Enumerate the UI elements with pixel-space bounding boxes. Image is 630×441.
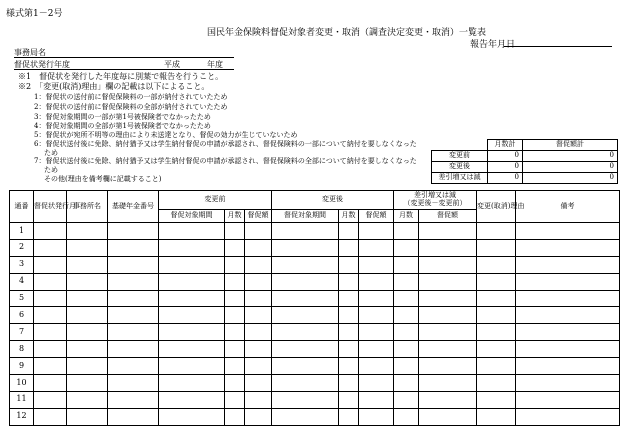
- table-cell[interactable]: [108, 391, 159, 408]
- table-cell[interactable]: [225, 273, 245, 290]
- summary-amount-value: 0: [523, 173, 618, 184]
- table-cell[interactable]: [108, 223, 159, 240]
- table-cell[interactable]: [159, 408, 225, 425]
- table-cell[interactable]: [67, 358, 108, 375]
- table-cell[interactable]: [419, 324, 477, 341]
- table-cell[interactable]: [272, 239, 339, 256]
- table-cell[interactable]: [159, 223, 225, 240]
- table-cell[interactable]: [108, 273, 159, 290]
- table-cell[interactable]: [516, 307, 620, 324]
- table-cell[interactable]: [359, 290, 394, 307]
- table-cell[interactable]: [245, 290, 272, 307]
- row-number: 11: [10, 391, 34, 408]
- table-cell[interactable]: [394, 256, 419, 273]
- table-cell[interactable]: [359, 375, 394, 392]
- report-date-label: 報告年月日: [470, 40, 516, 50]
- table-cell[interactable]: [34, 408, 67, 425]
- row-number: 5: [10, 290, 34, 307]
- header-after-period: 督促対象期間: [272, 210, 339, 223]
- table-cell[interactable]: [516, 391, 620, 408]
- table-cell[interactable]: [67, 408, 108, 425]
- table-cell[interactable]: [225, 307, 245, 324]
- table-cell[interactable]: [159, 239, 225, 256]
- table-cell[interactable]: [159, 256, 225, 273]
- table-cell[interactable]: [108, 290, 159, 307]
- header-diff: [394, 191, 477, 210]
- table-row: [10, 341, 620, 358]
- table-cell[interactable]: [34, 358, 67, 375]
- table-cell[interactable]: [34, 307, 67, 324]
- table-cell[interactable]: [225, 375, 245, 392]
- table-cell[interactable]: [516, 239, 620, 256]
- table-cell[interactable]: [67, 324, 108, 341]
- table-row: [10, 290, 620, 307]
- table-cell[interactable]: [108, 375, 159, 392]
- summary-months-value: 0: [488, 151, 523, 162]
- table-cell[interactable]: [67, 239, 108, 256]
- table-cell[interactable]: [225, 290, 245, 307]
- era-label: 平成: [164, 60, 180, 69]
- table-row: [10, 408, 620, 425]
- table-cell[interactable]: [225, 408, 245, 425]
- table-cell[interactable]: [245, 391, 272, 408]
- table-cell[interactable]: [477, 324, 516, 341]
- table-cell[interactable]: [359, 273, 394, 290]
- table-cell[interactable]: [394, 408, 419, 425]
- table-cell[interactable]: [359, 358, 394, 375]
- table-cell[interactable]: [359, 391, 394, 408]
- table-cell[interactable]: [516, 223, 620, 240]
- header-pension-no: 基礎年金番号: [108, 191, 159, 223]
- table-cell[interactable]: [272, 256, 339, 273]
- page-title: 国民年金保険料督促対象者変更・取消（調査決定変更・取消）一覧表: [207, 28, 487, 38]
- table-cell[interactable]: [272, 391, 339, 408]
- row-number: 12: [10, 408, 34, 425]
- table-cell[interactable]: [34, 324, 67, 341]
- table-row: [10, 375, 620, 392]
- table-cell[interactable]: [394, 358, 419, 375]
- table-cell[interactable]: [477, 290, 516, 307]
- year-label: 督促状発行年度: [14, 60, 70, 69]
- table-cell[interactable]: [477, 256, 516, 273]
- header-before: 変更前: [159, 191, 272, 210]
- table-cell[interactable]: [359, 239, 394, 256]
- table-cell[interactable]: [272, 324, 339, 341]
- table-cell[interactable]: [34, 223, 67, 240]
- table-cell[interactable]: [359, 341, 394, 358]
- table-cell[interactable]: [34, 391, 67, 408]
- row-number: 2: [10, 239, 34, 256]
- table-cell[interactable]: [245, 324, 272, 341]
- table-cell[interactable]: [159, 290, 225, 307]
- table-cell[interactable]: [67, 307, 108, 324]
- summary-amount-value: 0: [523, 151, 618, 162]
- table-cell[interactable]: [272, 358, 339, 375]
- table-cell[interactable]: [225, 239, 245, 256]
- table-cell[interactable]: [225, 324, 245, 341]
- table-cell[interactable]: [67, 290, 108, 307]
- table-cell[interactable]: [359, 256, 394, 273]
- table-cell[interactable]: [516, 273, 620, 290]
- change-list-table: [9, 190, 620, 426]
- table-cell[interactable]: [67, 273, 108, 290]
- table-cell[interactable]: [359, 307, 394, 324]
- note-2: ※2 「変更(取消)理由」欄の記載は以下によること。: [18, 82, 210, 91]
- table-cell[interactable]: [67, 256, 108, 273]
- table-cell[interactable]: [272, 290, 339, 307]
- table-cell[interactable]: [394, 324, 419, 341]
- table-cell[interactable]: [272, 408, 339, 425]
- reason-item-4: 4：督促対象期間の全部が第1号被保険者でなかったため: [34, 122, 211, 130]
- table-cell[interactable]: [67, 341, 108, 358]
- table-cell[interactable]: [339, 273, 359, 290]
- table-cell[interactable]: [108, 341, 159, 358]
- reason-item-6-wrap: ため: [44, 149, 58, 157]
- header-after-amount: 督促額: [359, 210, 394, 223]
- table-cell[interactable]: [34, 290, 67, 307]
- reason-item-5: 5：督促状が宛所不明等の理由により未送達となり、督促の効力が生じていないため: [34, 131, 298, 139]
- note-1: ※1 督促状を発行した年度毎に別葉で報告を行うこと。: [18, 72, 224, 81]
- table-cell[interactable]: [419, 408, 477, 425]
- table-cell[interactable]: [419, 375, 477, 392]
- table-cell[interactable]: [477, 391, 516, 408]
- table-cell[interactable]: [516, 408, 620, 425]
- table-cell[interactable]: [394, 239, 419, 256]
- reason-item-other: その他(理由を備考欄に記載すること): [44, 175, 162, 183]
- table-cell[interactable]: [67, 223, 108, 240]
- row-number: 10: [10, 375, 34, 392]
- table-cell[interactable]: [272, 375, 339, 392]
- office-label: 事務局名: [14, 48, 46, 57]
- table-cell[interactable]: [225, 341, 245, 358]
- table-row: [10, 324, 620, 341]
- row-number: 4: [10, 273, 34, 290]
- table-cell[interactable]: [419, 256, 477, 273]
- reason-item-3: 3：督促対象期間の一部が第1号被保険者でなかったため: [34, 113, 211, 121]
- table-row: [10, 307, 620, 324]
- table-cell[interactable]: [359, 408, 394, 425]
- table-cell[interactable]: [272, 273, 339, 290]
- table-row: [10, 256, 620, 273]
- table-cell[interactable]: [477, 408, 516, 425]
- table-row: [10, 239, 620, 256]
- header-issue-month: 督促状発行月: [34, 191, 67, 223]
- table-cell[interactable]: [516, 375, 620, 392]
- table-cell[interactable]: [34, 375, 67, 392]
- table-cell[interactable]: [477, 307, 516, 324]
- table-cell[interactable]: [359, 324, 394, 341]
- table-cell[interactable]: [225, 391, 245, 408]
- reason-item-2: 2：督促状の送付前に督促保険料の全部が納付されていたため: [34, 103, 228, 111]
- header-remarks: 備考: [516, 191, 620, 223]
- table-cell[interactable]: [394, 341, 419, 358]
- row-number: 1: [10, 223, 34, 240]
- table-cell[interactable]: [339, 290, 359, 307]
- table-cell[interactable]: [159, 358, 225, 375]
- table-cell[interactable]: [477, 341, 516, 358]
- year-line: [14, 69, 234, 70]
- table-cell[interactable]: [419, 391, 477, 408]
- table-cell[interactable]: [394, 375, 419, 392]
- table-cell[interactable]: [339, 375, 359, 392]
- header-after: 変更後: [272, 191, 394, 210]
- table-row: [10, 391, 620, 408]
- nendo-label: 年度: [207, 60, 223, 69]
- summary-row-label: 差引増又は減: [432, 173, 488, 184]
- table-cell[interactable]: [339, 239, 359, 256]
- header-diff-title: 差引増又は減: [414, 191, 457, 200]
- table-cell[interactable]: [516, 256, 620, 273]
- table-cell[interactable]: [159, 273, 225, 290]
- table-row: [10, 358, 620, 375]
- table-cell[interactable]: [225, 223, 245, 240]
- row-number: 7: [10, 324, 34, 341]
- header-before-amount: 督促額: [245, 210, 272, 223]
- table-cell[interactable]: [67, 391, 108, 408]
- table-cell[interactable]: [34, 239, 67, 256]
- table-cell[interactable]: [419, 239, 477, 256]
- table-cell[interactable]: [245, 256, 272, 273]
- table-cell[interactable]: [394, 223, 419, 240]
- table-cell[interactable]: [272, 307, 339, 324]
- table-row: [10, 273, 620, 290]
- table-cell[interactable]: [394, 290, 419, 307]
- header-diff-amount: 督促額: [419, 210, 477, 223]
- table-cell[interactable]: [225, 256, 245, 273]
- table-cell[interactable]: [516, 341, 620, 358]
- table-cell[interactable]: [339, 223, 359, 240]
- table-cell[interactable]: [394, 273, 419, 290]
- table-cell[interactable]: [339, 358, 359, 375]
- row-number: 3: [10, 256, 34, 273]
- report-date-line: [504, 46, 612, 47]
- table-cell[interactable]: [419, 341, 477, 358]
- table-cell[interactable]: [339, 307, 359, 324]
- table-cell[interactable]: [339, 324, 359, 341]
- table-cell[interactable]: [419, 273, 477, 290]
- table-cell[interactable]: [159, 391, 225, 408]
- table-cell[interactable]: [339, 408, 359, 425]
- table-cell[interactable]: [245, 358, 272, 375]
- table-cell[interactable]: [419, 290, 477, 307]
- table-cell[interactable]: [477, 239, 516, 256]
- table-cell[interactable]: [516, 358, 620, 375]
- header-diff-sub: （変更後－変更前）: [403, 199, 467, 207]
- table-cell[interactable]: [359, 223, 394, 240]
- summary-header-amount: 督促額計: [523, 140, 618, 151]
- table-cell[interactable]: [34, 256, 67, 273]
- header-before-period: 督促対象期間: [159, 210, 225, 223]
- table-cell[interactable]: [394, 307, 419, 324]
- table-cell[interactable]: [108, 307, 159, 324]
- reason-item-6: 6：督促状送付後に免除、納付猶予又は学生納付督促の申請が承認され、督促保険料の一部について納付を要しなくなった: [34, 140, 417, 148]
- table-cell[interactable]: [108, 324, 159, 341]
- table-cell[interactable]: [339, 256, 359, 273]
- table-cell[interactable]: [225, 358, 245, 375]
- summary-table: [431, 139, 618, 184]
- table-cell[interactable]: [516, 324, 620, 341]
- table-cell[interactable]: [245, 375, 272, 392]
- summary-header-months: 月数計: [488, 140, 523, 151]
- table-cell[interactable]: [419, 358, 477, 375]
- table-cell[interactable]: [34, 273, 67, 290]
- table-cell[interactable]: [245, 239, 272, 256]
- form-number: 様式第1－2号: [6, 9, 63, 19]
- table-cell[interactable]: [34, 341, 67, 358]
- table-cell[interactable]: [339, 391, 359, 408]
- row-number: 9: [10, 358, 34, 375]
- summary-months-value: 0: [488, 173, 523, 184]
- table-row: [10, 223, 620, 240]
- office-line: [14, 57, 234, 58]
- table-cell[interactable]: [159, 341, 225, 358]
- table-cell[interactable]: [245, 223, 272, 240]
- table-cell[interactable]: [159, 324, 225, 341]
- table-cell[interactable]: [477, 223, 516, 240]
- table-cell[interactable]: [108, 358, 159, 375]
- table-cell[interactable]: [159, 307, 225, 324]
- table-cell[interactable]: [159, 375, 225, 392]
- table-cell[interactable]: [477, 358, 516, 375]
- table-cell[interactable]: [339, 341, 359, 358]
- summary-months-value: 0: [488, 162, 523, 173]
- table-cell[interactable]: [108, 256, 159, 273]
- row-number: 8: [10, 341, 34, 358]
- reason-item-7: 7：督促状送付後に免除、納付猶予又は学生納付督促の申請が承認され、督促保険料の全部について納付を要しなくなった: [34, 157, 417, 165]
- row-number: 6: [10, 307, 34, 324]
- summary-amount-value: 0: [523, 162, 618, 173]
- table-cell[interactable]: [67, 375, 108, 392]
- header-before-months: 月数: [225, 210, 245, 223]
- header-reason: 変更(取消)理由: [477, 191, 516, 223]
- header-after-months: 月数: [339, 210, 359, 223]
- table-cell[interactable]: [394, 391, 419, 408]
- reason-item-1: 1：督促状の送付前に督促保険料の一部が納付されていたため: [34, 93, 228, 101]
- table-cell[interactable]: [419, 223, 477, 240]
- summary-row-label: 変更前: [432, 151, 488, 162]
- header-diff-months: 月数: [394, 210, 419, 223]
- table-cell[interactable]: [272, 341, 339, 358]
- table-cell[interactable]: [245, 273, 272, 290]
- table-cell[interactable]: [245, 408, 272, 425]
- reason-item-7-wrap: ため: [44, 166, 58, 174]
- header-no: 通番: [10, 191, 34, 223]
- table-cell[interactable]: [272, 223, 339, 240]
- table-cell[interactable]: [245, 307, 272, 324]
- table-cell[interactable]: [477, 375, 516, 392]
- table-cell[interactable]: [245, 341, 272, 358]
- summary-row-label: 変更後: [432, 162, 488, 173]
- table-cell[interactable]: [108, 408, 159, 425]
- table-cell[interactable]: [516, 290, 620, 307]
- table-cell[interactable]: [419, 307, 477, 324]
- table-cell[interactable]: [108, 239, 159, 256]
- table-cell[interactable]: [477, 273, 516, 290]
- header-office: 事務所名: [67, 191, 108, 223]
